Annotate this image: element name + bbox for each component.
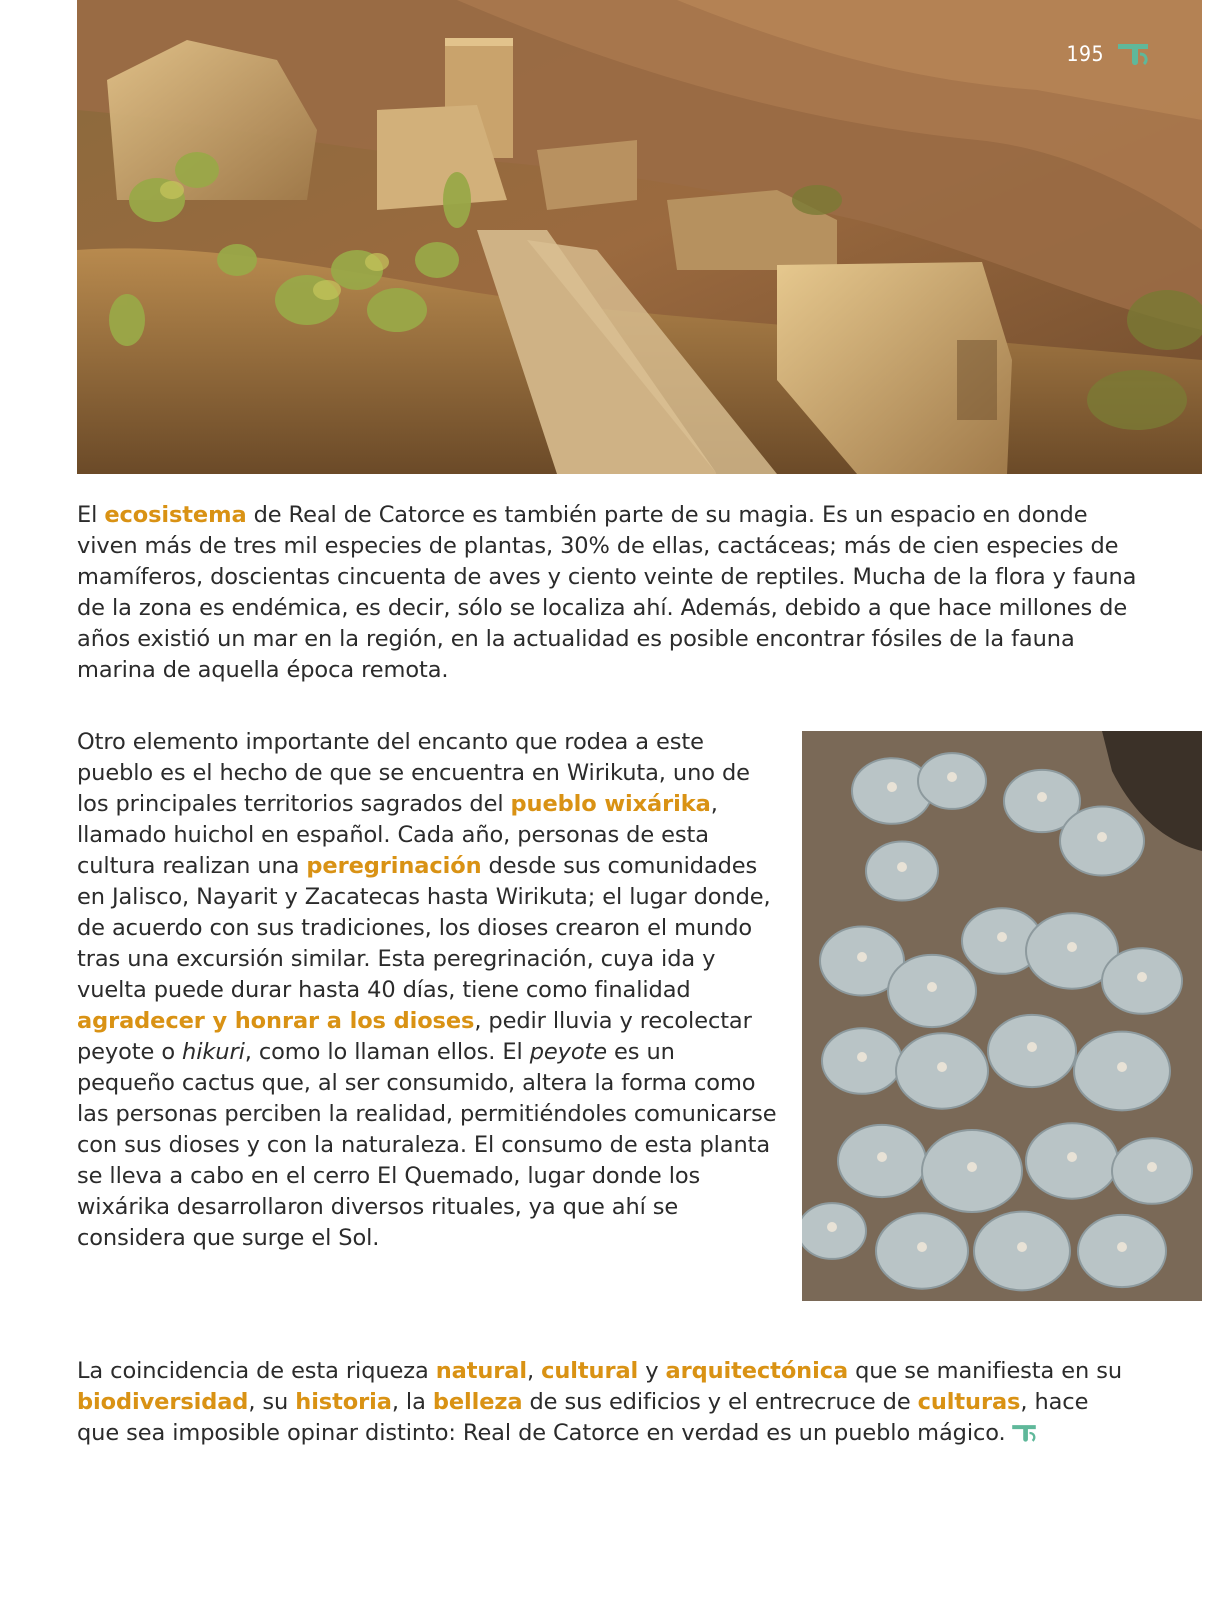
keyword-natural: natural <box>435 1358 528 1384</box>
keyword-peregrinacion: peregrinación <box>306 853 482 879</box>
keyword-biodiversidad: biodiversidad <box>77 1389 249 1415</box>
keyword-belleza: belleza <box>432 1389 523 1415</box>
paragraph-wirikuta <box>77 727 777 1254</box>
landscape-ruins-photo <box>77 0 1202 474</box>
text-run: desde sus comunidades en Jalisco, Nayarit y Zacatecas hasta Wirikuta; el lugar donde, de acuerdo con sus tradiciones, los dioses crearon el mundo tras una excursión similar. Esta peregrinación, cuya ida y vuelta puede durar hasta 40 días, tiene como finalidad <box>77 853 771 1003</box>
text-run: El <box>77 502 105 528</box>
keyword-ecosistema: ecosistema <box>104 502 247 528</box>
text-run: y <box>638 1358 666 1384</box>
italic-hikuri: hikuri <box>182 1039 245 1065</box>
text-run: , como lo llaman ellos. El <box>244 1039 530 1065</box>
pueblo-logo-icon <box>1116 40 1150 68</box>
italic-peyote: peyote <box>529 1039 607 1065</box>
keyword-arquitectonica: arquitectónica <box>665 1358 849 1384</box>
text-run: que se manifiesta en su <box>848 1358 1123 1384</box>
end-mark-logo-icon <box>1010 1422 1038 1453</box>
text-run: La coincidencia de esta riqueza <box>77 1358 436 1384</box>
text-run: , hace que sea imposible opinar distinto: Real de Catorce en verdad es un pueblo mágico. <box>77 1389 1089 1446</box>
peyote-cactus-photo <box>802 731 1202 1301</box>
page-number: 195 <box>1066 42 1104 66</box>
text-run: , su <box>248 1389 296 1415</box>
text-run: , la <box>391 1389 433 1415</box>
text-run: de Real de Catorce es también parte de su magia. Es un espacio en donde viven más de tres mil especies de plantas, 30% de ellas, cactáceas; más de cien especies de mamíferos, doscientas cincuenta de aves y ciento veinte de reptiles. Mucha de la flora y fauna de la zona es endémica, es decir, sólo se localiza ahí. Además, debido a que hace millones de años existió un mar en la región, en la actualidad es posible encontrar fósiles de la fauna marina de aquella época remota. <box>77 502 1137 683</box>
keyword-cultural: cultural <box>541 1358 639 1384</box>
text-run: Otro elemento importante del encanto que rodea a este pueblo es el hecho de que se encuentra en Wirikuta, uno de los principales territorios sagrados del <box>77 729 750 817</box>
paragraph-ecosystem <box>77 500 1137 686</box>
peyote-photo <box>802 731 1202 1301</box>
keyword-historia: historia <box>295 1389 392 1415</box>
text-run: , pedir lluvia y recolectar peyote o <box>77 1008 752 1065</box>
keyword-pueblo-wixarika: pueblo wixárika <box>510 791 711 817</box>
hero-photo <box>77 0 1202 474</box>
keyword-agradecer: agradecer y honrar a los dioses <box>77 1008 475 1034</box>
text-run: , llamado huichol en español. Cada año, personas de esta cultura realizan una <box>77 791 718 879</box>
keyword-culturas: culturas <box>917 1389 1021 1415</box>
text-run: es un pequeño cactus que, al ser consumido, altera la forma como las personas perciben la realidad, permitiéndoles comunicarse con sus dioses y con la naturaleza. El consumo de esta planta se lleva a cabo en el cerro El Quemado, lugar donde los wixárika desarrollaron diversos rituales, ya que ahí se considera que surge el Sol. <box>77 1039 777 1251</box>
paragraph-conclusion <box>77 1356 1137 1453</box>
text-run: , <box>527 1358 542 1384</box>
text-run: de sus edificios y el entrecruce de <box>522 1389 918 1415</box>
